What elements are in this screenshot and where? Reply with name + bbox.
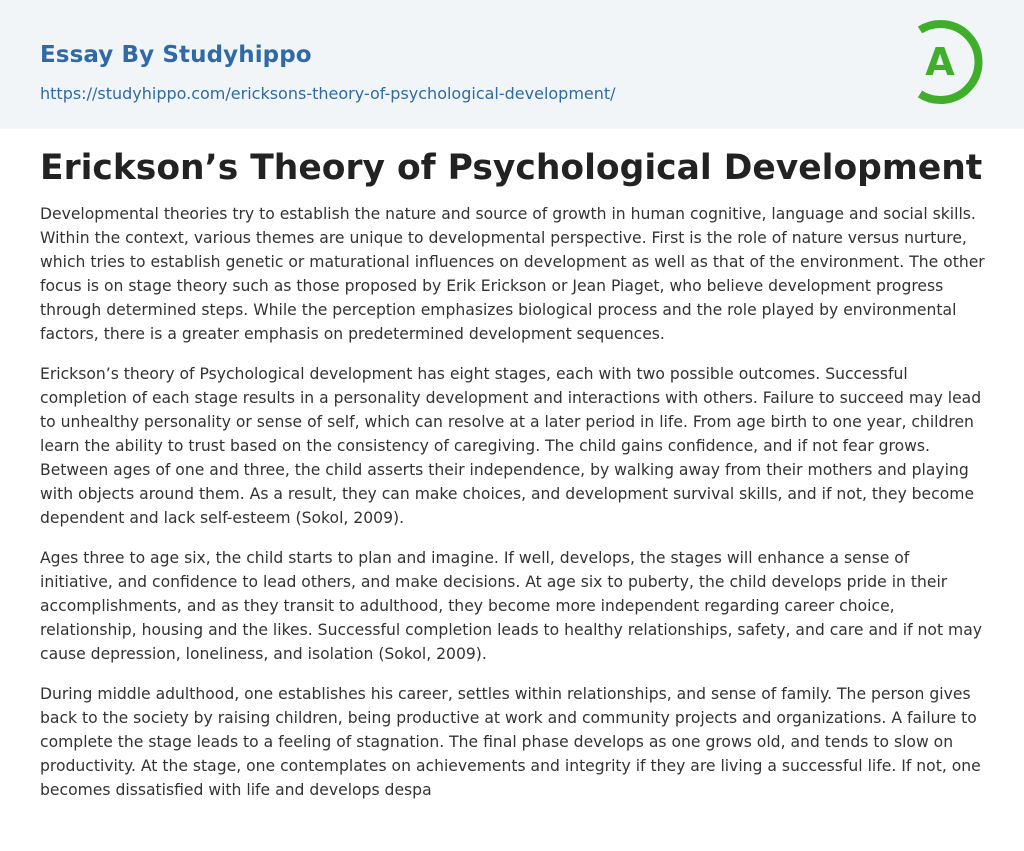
studyhippo-logo-icon[interactable] [912,18,988,106]
site-brand[interactable]: Essay By Studyhippo [40,42,312,68]
essay-paragraph: During middle adulthood, one establishes his career, settles within relationships, and sense of family. The person gives back to the society by raising children, being productive at work and community projects and organizations. A failure to complete the stage leads to a feeling of stagnation. The final phase develops as one grows old, and tends to slow on productivity. At the stage, one contemplates on achievements and integrity if they are living a successful life. If not, one becomes dissatisfied with life and develops despa [40,685,981,799]
essay-paragraph: Erickson’s theory of Psychological development has eight stages, each with two possible outcomes. Successful completion of each stage results in a personality development and interactions with others. Failure to succeed may lead to unhealthy personality or sense of self, which can resolve at a later period in life. From age birth to one year, children learn the ability to trust based on the consistency of caregiving. The child gains confidence, and if not fear grows. Between ages of one and three, the child asserts their independence, by walking away from their mothers and playing with objects around them. As a result, they can make choices, and development survival skills, and if not, they become dependent and lack self-esteem (Sokol, 2009). [40,365,982,527]
essay-content [40,144,986,818]
logo-letter: A [925,40,955,84]
essay-url-link[interactable]: https://studyhippo.com/ericksons-theory-of-psychological-development/ [40,84,616,103]
essay-paragraph: Developmental theories try to establish the nature and source of growth in human cognitive, language and social skills. Within the context, various themes are unique to developmental perspective. First is the role of nature versus nurture, which tries to establish genetic or maturational influences on development as well as that of the environment. The other focus is on stage theory such as those proposed by Erik Erickson or Jean Piaget, who believe development progress through determined steps. While the perception emphasizes biological process and the role played by environmental factors, there is a greater emphasis on predetermined development sequences. [40,205,985,343]
essay-title: Erickson’s Theory of Psychological Development [40,148,983,188]
site-header [0,0,1024,129]
essay-paragraph: Ages three to age six, the child starts to plan and imagine. If well, develops, the stages will enhance a sense of initiative, and confidence to lead others, and make decisions. At age six to puberty, the child develops pride in their accomplishments, and as they transit to adulthood, they become more independent regarding career choice, relationship, housing and the likes. Successful completion leads to healthy relationships, safety, and care and if not may cause depression, loneliness, and isolation (Sokol, 2009). [40,549,982,663]
